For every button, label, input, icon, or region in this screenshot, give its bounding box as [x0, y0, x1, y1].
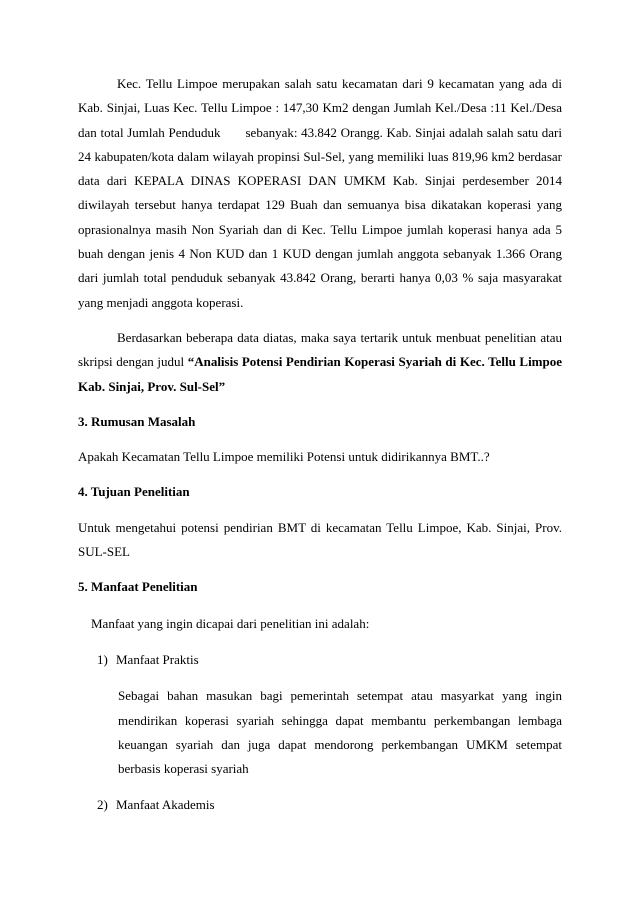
document-body: [78, 72, 562, 818]
list-item-number: 2): [97, 797, 108, 813]
paragraph-background-part-a: Kec. Tellu Limpoe merupakan salah satu kecamatan dari 9 kecamatan yang ada di Kab. Sinjai, Luas Kec. Tellu Limpoe : 147,30 Km2 dengan Jumlah Kel./Desa :11 Kel./Desa dan total Jumlah Penduduk: [78, 76, 562, 140]
heading-rumusan-masalah: 3. Rumusan Masalah: [78, 413, 196, 429]
list-item-manfaat-akademis: [78, 793, 562, 817]
paragraph-research-title: [78, 326, 562, 399]
list-item-number: 1): [97, 651, 108, 667]
paragraph-research-lead: Berdasarkan beberapa data diatas, maka saya tertarik untuk menbuat penelitian atau skripsi dengan judul: [78, 329, 562, 370]
manfaat-intro: Manfaat yang ingin dicapai dari penelitian ini adalah:: [91, 615, 370, 631]
list-item-manfaat-praktis: [78, 648, 562, 672]
heading-tujuan-penelitian: 4. Tujuan Penelitian: [78, 484, 190, 500]
research-title: “Analisis Potensi Pendirian Koperasi Syariah di Kec. Tellu Limpoe Kab. Sinjai, Prov. Sul-Sel”: [78, 354, 563, 394]
paragraph-background-part-b: sebanyak: 43.842 Orangg. Kab. Sinjai adalah salah satu dari 24 kabupaten/kota dalam wilayah propinsi Sul-Sel, yang memiliki luas 819,96 km2 berdasar data dari KEPALA DINAS KOPERASI DAN UMKM Kab. Sinjai perdesember 2014 diwilayah tersebut hanya terdapat 129 Buah dan semuanya bisa dikatakan koperasi yang oprasionalnya masih Non Syariah dan di Kec. Tellu Limpoe jumlah koperasi hanya ada 5 buah dengan jenis 4 Non KUD dan 1 KUD dengan jumlah anggota sebanyak 1.366 Orang dari jumlah total penduduk sebanyak 43.842 Orang, berarti hanya 0,03 % saja masyarakat yang menjadi anggota koperasi.: [78, 124, 562, 310]
manfaat-praktis-text: Sebagai bahan masukan bagi pemerintah setempat atau masyarkat yang ingin mendirikan koperasi syariah sehingga dapat membantu perkembangan lembaga keuangan syariah dan juga dapat mendorong perkembangan UMKM setempat berbasis koperasi syariah: [118, 688, 562, 777]
paragraph-background: [78, 72, 562, 315]
list-item-label: Manfaat Praktis: [116, 651, 199, 667]
rumusan-masalah-text: Apakah Kecamatan Tellu Limpoe memiliki Potensi untuk didirikannya BMT..?: [78, 449, 490, 465]
tujuan-penelitian-text: Untuk mengetahui potensi pendirian BMT di kecamatan Tellu Limpoe, Kab. Sinjai, Prov. SUL-SEL: [78, 519, 562, 560]
list-item-label: Manfaat Akademis: [116, 797, 215, 813]
heading-manfaat-penelitian: 5. Manfaat Penelitian: [78, 579, 198, 595]
